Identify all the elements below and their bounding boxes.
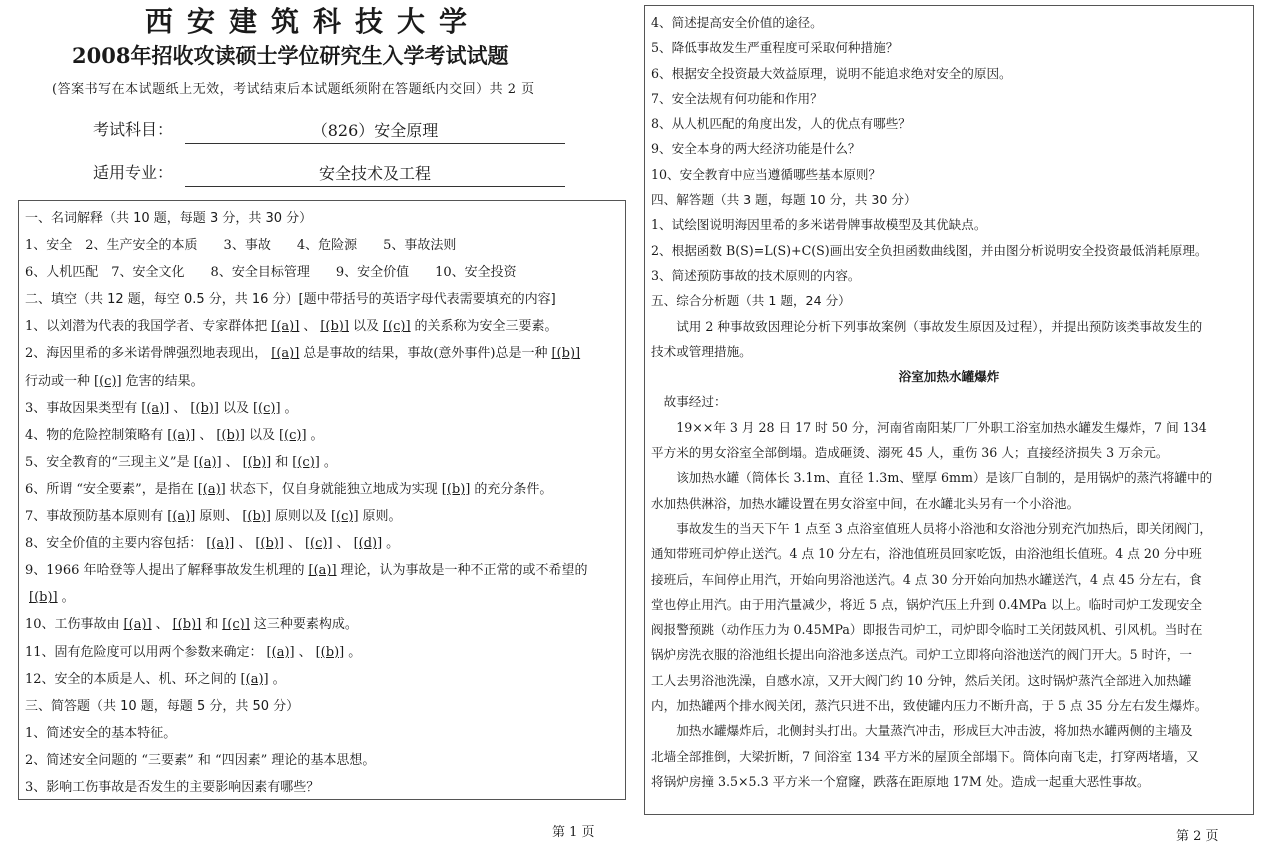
- line-text: 。: [61, 590, 75, 606]
- line-text: 10、安全教育中应当遵循哪些基本原则？: [651, 166, 882, 182]
- text-line: [25, 666, 619, 693]
- text-line: [651, 10, 1247, 35]
- line-text: 堂也停止用汽。由于用汽量减少，将近 5 点，锅炉汽压上升到 0.4MPa 以上。临时司炉工发现安全: [651, 596, 1202, 612]
- line-text: 的关系称为安全三要素。: [414, 319, 558, 335]
- line-text: 四、解答题（共 3 题，每题 10 分，共 30 分）: [651, 192, 917, 208]
- line-text: 、: [155, 617, 169, 633]
- text-line: [651, 339, 1247, 364]
- line-text: 阀报警预跳（动作压力为 0.45MPa）即报告司炉工，司炉即令临时工关闭鼓风机、引风机。当时在: [651, 622, 1203, 638]
- line-text: 试用 2 种事故致因理论分析下列事故案例（事故发生原因及过程），并提出预防该类事故发生的: [651, 318, 1203, 334]
- text-line: [651, 86, 1247, 111]
- page1-question-box: [18, 200, 626, 800]
- text-line: [651, 314, 1247, 339]
- subject-label: 考试科目：: [93, 120, 174, 139]
- line-text: 内，加热罐两个排水阀关闭，蒸汽只进不出，致使罐内压力不断升高，于 5 点 35 分左右发生爆炸。: [651, 698, 1208, 714]
- line-text: 3、事故因果类型有: [25, 400, 138, 416]
- text-line: [25, 774, 619, 801]
- text-line: [25, 611, 619, 638]
- line-text: 。: [386, 536, 400, 552]
- fill-blank: [(b)]: [172, 617, 202, 633]
- line-text: 。: [284, 400, 298, 416]
- line-text: 将锅炉房撞 3.5×5.3 平方米一个窟窿，跌落在距原地 17M 处。造成一起重大恶性事故。: [651, 773, 1150, 789]
- line-text: 、: [336, 536, 350, 552]
- major-value: 安全技术及工程: [185, 161, 565, 187]
- line-text: 以及: [248, 427, 275, 443]
- university-name: 西安建筑科技大学: [145, 5, 482, 38]
- text-line: [25, 476, 619, 503]
- text-line: [25, 232, 619, 259]
- line-text: 北墙全部推倒，大梁折断，7 间浴室 134 平方米的屋顶全部塌下。筒体向南飞走，打穿两堵墙，又: [651, 748, 1199, 764]
- line-text: 3、简述预防事故的技术原则的内容。: [651, 267, 861, 283]
- fill-blank: [(b)]: [255, 536, 284, 552]
- page2-question-box: [644, 5, 1254, 815]
- fill-blank: [(b)]: [29, 590, 58, 606]
- fill-blank: [(c)]: [304, 536, 333, 552]
- text-line: [651, 642, 1247, 667]
- text-line: [651, 212, 1247, 237]
- text-line: [651, 440, 1247, 465]
- text-line: [25, 395, 619, 422]
- fill-blank: [(c)]: [94, 373, 122, 389]
- text-line: [651, 415, 1247, 440]
- text-line: [651, 617, 1247, 642]
- text-line: [25, 313, 619, 340]
- line-text: 8、从人机匹配的角度出发，人的优点有哪些？: [651, 116, 911, 132]
- line-text: 理论，认为事故是一种不正常的或不希望的: [340, 563, 588, 579]
- text-line: [651, 541, 1247, 566]
- text-line: [25, 368, 619, 395]
- text-line: [651, 288, 1247, 313]
- line-text: 总是事故的结果，事故(意外事件)总是一种: [303, 346, 548, 362]
- line-text: 危害的结果。: [125, 373, 204, 389]
- line-text: 2、简述安全问题的 “三要素” 和 “四因素” 理论的基本思想。: [25, 752, 376, 768]
- exam-note: (答案书写在本试题纸上无效，考试结束后本试题纸须附在答题纸内交回）共 2 页: [52, 82, 535, 97]
- line-text: 5、降低事故发生严重程度可采取何种措施？: [651, 40, 899, 56]
- line-text: 以及: [352, 319, 379, 335]
- text-line: [651, 744, 1247, 769]
- fill-blank: [(b)]: [320, 319, 349, 335]
- fill-blank: [(b)]: [315, 644, 345, 660]
- line-text: 5、安全教育的“三现主义”是: [25, 454, 190, 470]
- fill-blank: [(b)]: [216, 427, 245, 443]
- text-line: [651, 465, 1247, 490]
- text-line: [651, 111, 1247, 136]
- line-text: 6、人机匹配 7、安全文化 8、安全目标管理 9、安全价值 10、安全投资: [25, 265, 517, 281]
- line-text: 、: [225, 454, 239, 470]
- line-text: 3、影响工伤事故是否发生的主要影响因素有哪些？: [25, 779, 320, 795]
- line-text: 。: [348, 644, 362, 660]
- fill-blank: [(a)]: [308, 563, 337, 579]
- line-text: 故事经过：: [651, 394, 727, 410]
- fill-blank: [(b)]: [242, 454, 272, 470]
- text-line: [25, 720, 619, 747]
- fill-blank: [(c)]: [252, 400, 281, 416]
- line-text: 、: [238, 536, 252, 552]
- line-text: 水加热供淋浴，加热水罐设置在男女浴室中间，在水罐北头另有一个小浴池。: [651, 495, 1080, 511]
- text-line: [651, 693, 1247, 718]
- line-text: 、: [173, 400, 187, 416]
- text-line: [651, 162, 1247, 187]
- page1-number: 第 1 页: [552, 825, 595, 840]
- line-text: 1、以刘潜为代表的我国学者、专家群体把: [25, 319, 268, 335]
- text-line: [25, 422, 619, 449]
- text-line: [651, 61, 1247, 86]
- text-line: [25, 259, 619, 286]
- line-text: 技术或管理措施。: [651, 343, 752, 359]
- fill-blank: [(a)]: [193, 454, 222, 470]
- line-text: 2、根据函数 B(S)=L(S)+C(S)画出安全负担函数曲线图，并由图分析说明安全投资最低消耗原理。: [651, 242, 1208, 258]
- text-line: [651, 263, 1247, 288]
- line-text: 9、1966 年哈登等人提出了解释事故发生机理的: [25, 563, 305, 579]
- text-line: [25, 584, 619, 611]
- line-text: 三、简答题（共 10 题，每题 5 分，共 50 分）: [25, 698, 300, 714]
- fill-blank: [(c)]: [330, 509, 359, 525]
- line-text: 五、综合分析题（共 1 题，24 分）: [651, 293, 851, 309]
- line-text: 4、简述提高安全价值的途径。: [651, 15, 823, 30]
- line-text: 和: [205, 617, 219, 633]
- text-line: [25, 747, 619, 774]
- text-line: [651, 364, 1247, 389]
- line-text: 、: [303, 319, 317, 335]
- text-line: [651, 769, 1247, 794]
- text-line: [651, 516, 1247, 541]
- text-line: [651, 35, 1247, 60]
- page2-lines: [651, 10, 1247, 794]
- line-text: 原则。: [362, 509, 402, 525]
- line-text: 11、固有危险度可以用两个参数来确定：: [25, 644, 263, 660]
- text-line: [25, 340, 619, 367]
- fill-blank: [(a)]: [266, 644, 295, 660]
- line-text: 7、事故预防基本原则有: [25, 509, 164, 525]
- line-text: 1、简述安全的基本特征。: [25, 725, 177, 741]
- text-line: [651, 718, 1247, 743]
- line-text: 行动或一种: [25, 373, 91, 389]
- line-text: 、: [287, 536, 301, 552]
- line-text: 12、安全的本质是人、机、环之间的: [25, 671, 237, 687]
- exam-title: 2008年招收攻读硕士学位研究生入学考试试题: [72, 43, 509, 68]
- line-text: 、: [199, 427, 213, 443]
- subject-value: （826）安全原理: [185, 118, 565, 144]
- case-title: 浴室加热水罐爆炸: [898, 369, 1000, 385]
- text-line: [651, 187, 1247, 212]
- line-text: 7、安全法规有何功能和作用？: [651, 90, 823, 106]
- line-text: 4、物的危险控制策略有: [25, 427, 164, 443]
- line-text: 一、名词解释（共 10 题，每题 3 分，共 30 分）: [25, 211, 313, 226]
- page1-lines: [25, 205, 619, 801]
- fill-blank: [(b)]: [551, 346, 581, 362]
- line-text: 6、所谓 “安全要素”，是指在: [25, 481, 194, 497]
- line-text: 的充分条件。: [474, 481, 553, 497]
- text-line: [651, 389, 1247, 414]
- fill-blank: [(c)]: [382, 319, 411, 335]
- text-line: [651, 491, 1247, 516]
- fill-blank: [(b)]: [190, 400, 219, 416]
- line-text: 9、安全本身的两大经济功能是什么？: [651, 141, 861, 157]
- line-text: 。: [310, 427, 324, 443]
- text-line: [25, 449, 619, 476]
- fill-blank: [(a)]: [167, 427, 196, 443]
- line-text: 8、安全价值的主要内容包括：: [25, 536, 203, 552]
- line-text: 该加热水罐（筒体长 3.1m、直径 1.3m、壁厚 6mm）是该厂自制的，是用锅炉的蒸汽将罐中的: [651, 470, 1213, 486]
- fill-blank: [(a)]: [167, 509, 196, 525]
- major-label: 适用专业：: [93, 163, 174, 182]
- fill-blank: [(a)]: [123, 617, 152, 633]
- line-text: 原则、: [199, 509, 239, 525]
- fill-blank: [(a)]: [197, 481, 226, 497]
- line-text: 19××年 3 月 28 日 17 时 50 分，河南省南阳某厂厂外职工浴室加热水罐发生爆炸，7 间 134: [651, 419, 1207, 435]
- text-line: [25, 205, 619, 232]
- fill-blank: [(c)]: [278, 427, 307, 443]
- fill-blank: [(c)]: [292, 454, 320, 470]
- line-text: 事故发生的当天下午 1 点至 3 点浴室值班人员将小浴池和女浴池分别充汽加热后，即关闭阀门，: [651, 520, 1212, 536]
- line-text: 锅炉房洗衣服的浴池组长提出向浴池多送点汽。司炉工立即将向浴池送汽的阀门开大。5 时许，一: [651, 647, 1192, 663]
- line-text: 。: [272, 671, 286, 687]
- text-line: [651, 238, 1247, 263]
- line-text: 2、海因里希的多米诺骨牌强烈地表现出，: [25, 346, 268, 362]
- fill-blank: [(b)]: [242, 509, 271, 525]
- fill-blank: [(c)]: [222, 617, 250, 633]
- text-line: [25, 693, 619, 720]
- text-line: [25, 530, 619, 557]
- text-line: [651, 592, 1247, 617]
- text-line: [25, 286, 619, 313]
- line-text: 通知带班司炉停止送汽。4 点 10 分左右，浴池值班员回家吃饭，由浴池组长值班。4 点 20 分中班: [651, 546, 1202, 562]
- line-text: 这三种要素构成。: [253, 617, 358, 633]
- line-text: 、: [298, 644, 312, 660]
- fill-blank: [(d)]: [353, 536, 383, 552]
- line-text: 平方米的男女浴室全部倒塌。造成砸烫、溺死 45 人，重伤 36 人；直接经济损失 3 万余元。: [651, 445, 1169, 461]
- line-text: 工人去男浴池洗澡，自感水凉，又开大阀门约 10 分钟，然后关闭。这时锅炉蒸汽全部进入加热罐: [651, 672, 1192, 688]
- page2-number: 第 2 页: [1176, 829, 1219, 844]
- fill-blank: [(b)]: [441, 481, 471, 497]
- line-text: 以及: [222, 400, 249, 416]
- line-text: 和: [275, 454, 289, 470]
- line-text: 加热水罐爆炸后，北侧封头打出。大量蒸汽冲击，形成巨大冲击波，将加热水罐两侧的主墙及: [651, 723, 1193, 739]
- line-text: 接班后，车间停止用汽，开始向男浴池送汽。4 点 30 分开始向加热水罐送汽，4 点 45 分左右，食: [651, 571, 1202, 587]
- fill-blank: [(a)]: [271, 346, 300, 362]
- text-line: [651, 567, 1247, 592]
- fill-blank: [(a)]: [271, 319, 300, 335]
- line-text: 原则以及: [274, 509, 327, 525]
- text-line: [651, 136, 1247, 161]
- fill-blank: [(a)]: [206, 536, 235, 552]
- fill-blank: [(a)]: [141, 400, 170, 416]
- line-text: 1、试绘图说明海因里希的多米诺骨牌事故模型及其优缺点。: [651, 217, 987, 233]
- line-text: 。: [323, 454, 337, 470]
- text-line: [25, 639, 619, 666]
- text-line: [25, 557, 619, 584]
- line-text: 6、根据安全投资最大效益原理，说明不能追求绝对安全的原因。: [651, 65, 1012, 81]
- text-line: [25, 503, 619, 530]
- line-text: 10、工伤事故由: [25, 617, 120, 633]
- line-text: 二、填空（共 12 题，每空 0.5 分，共 16 分）[题中带括号的英语字母代表需要填充的内容]: [25, 292, 556, 308]
- text-line: [651, 668, 1247, 693]
- line-text: 1、安全 2、生产安全的本质 3、事故 4、危险源 5、事故法则: [25, 238, 457, 254]
- fill-blank: [(a)]: [240, 671, 269, 687]
- line-text: 状态下，仅自身就能独立地成为实现: [229, 481, 438, 497]
